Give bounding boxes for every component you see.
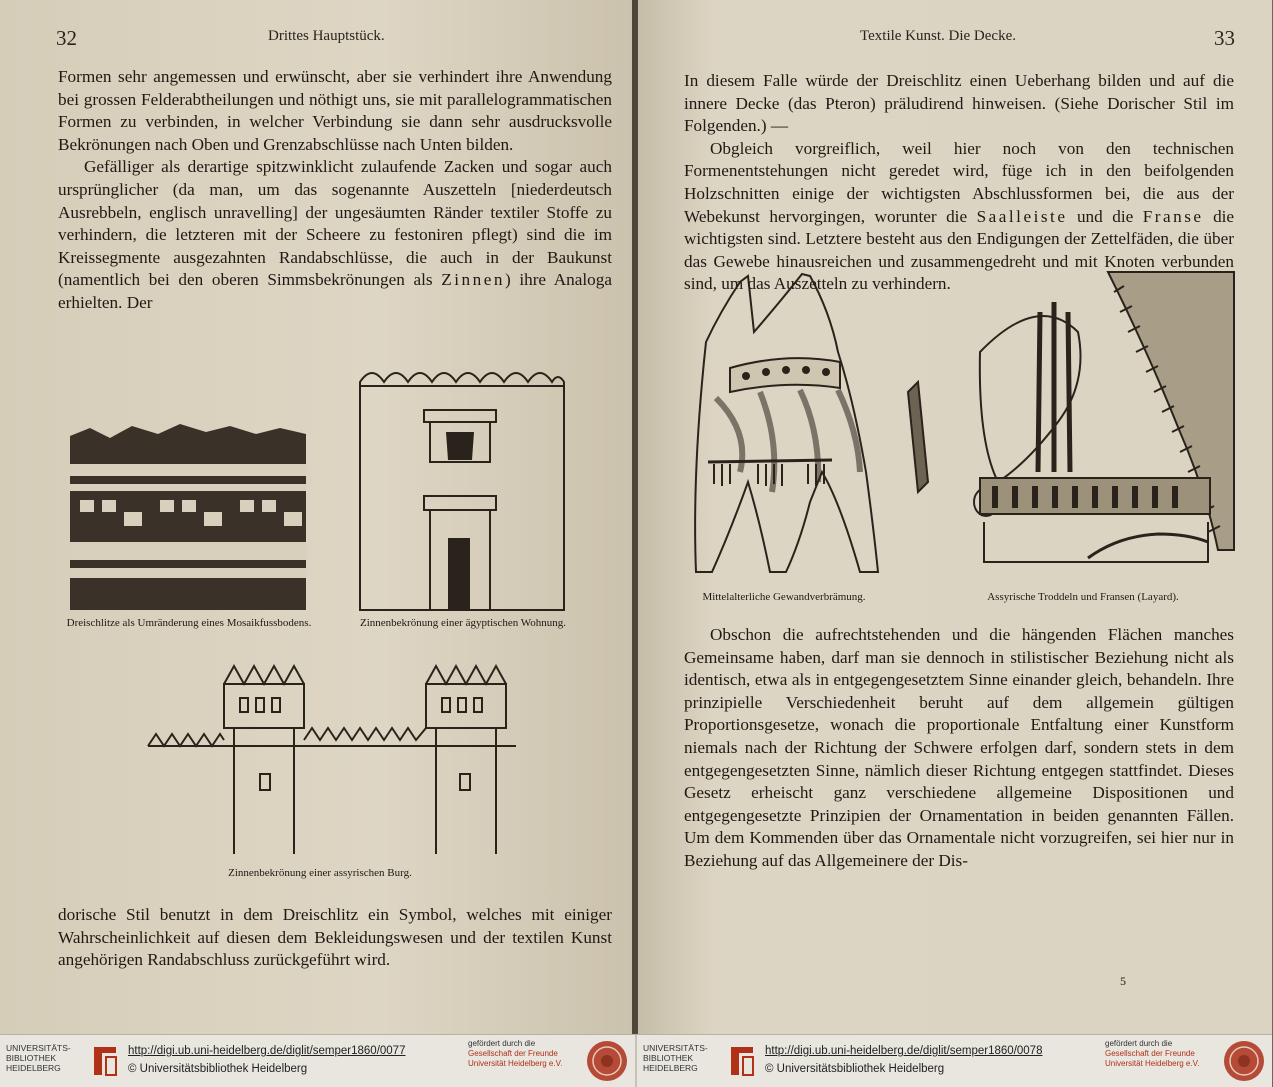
left-paragraph-2 xyxy=(58,156,612,314)
right-paragraph-3: Obschon die aufrechtstehenden und die hängenden Flächen manches Gemeinsame haben, darf man sie dennoch in stilistischer Beziehung nicht als identisch, etwa als in entgegengesetztem Sinne einander gleich, behandeln. Ihre prinzipielle Verschiedenheit beruht auf dem allgemein gültigen Proportionsgesetze, wonach die proportionale Entfaltung einer Kunstform niemals nach der Richtung der Schwere erfolgen darf, sondern stets in dem entgegengesetzten Sinne, nämlich dieser Richtung entgegen stattfindet. Dieses Gesetz erheischt ganz verschiedene allgemeine Dispositionen und entgegengesetzte Prinzipien der Ornamentation in beiden genannten Fällen. Um dem Kommenden über das Ornamentale nicht vorzugreifen, sei hier nur in Beziehung auf das Allgemeinere der Dis- xyxy=(684,625,1234,870)
left-paragraph-2-a: Gefälliger als derartige spitzwinklicht zulaufende Zacken und sogar auch ursprünglicher (da man, um das sogenannte Auszetteln [niederdeutsch Ausrebbeln, englisch unravelling] der ungesäumten Ränder textiler Stoffe zu verhindern, die letzteren mit der Scheere zu festoniren pflegt) sind die im Kreissegmente ausgezahnten Randabschlüsse, die auch in der Baukunst (namentlich bei den oberen Simmsbekrönungen als xyxy=(58,157,612,290)
left-paragraph-3: dorische Stil benutzt in dem Dreischlitz ein Symbol, welches mit einiger Wahrscheinlichkeit auf diesen dem Bekleidungswesen und der textilen Kunst angehörigen Randabschluss zurückgeführt wird. xyxy=(58,905,612,970)
mosaic-border-figure xyxy=(70,420,306,610)
sponsor-intro: gefördert durch die xyxy=(468,1039,536,1048)
sponsor-text xyxy=(1105,1039,1215,1069)
sponsor-intro: gefördert durch die xyxy=(1105,1039,1173,1048)
egyptian-crenellation-figure xyxy=(360,362,564,610)
medieval-garment-figure xyxy=(690,272,880,584)
sponsor-name: Gesellschaft der Freunde Universität Heidelberg e.V. xyxy=(1105,1049,1200,1068)
page-url-link[interactable]: http://digi.ub.uni-heidelberg.de/diglit/semper1860/0077 xyxy=(128,1045,406,1057)
right-text-bottom xyxy=(684,624,1234,873)
footer-left xyxy=(0,1035,636,1087)
sponsor-name: Gesellschaft der Freunde Universität Heidelberg e.V. xyxy=(468,1049,563,1068)
library-logo-icon xyxy=(727,1043,757,1079)
spaced-word-franse: Franse xyxy=(1142,206,1204,226)
assyrian-castle-figure xyxy=(148,664,516,860)
library-logo-icon xyxy=(90,1043,120,1079)
footer-right xyxy=(637,1035,1273,1087)
digitization-footer xyxy=(0,1034,1272,1087)
left-page xyxy=(0,0,634,1034)
right-paragraph-1: In diesem Falle würde der Dreischlitz einen Ueberhang bilden und auf die innere Decke (das Pteron) präludirend hinweisen. (Siehe Dorischer Stil im Folgenden.) — xyxy=(684,71,1234,136)
left-paragraph-2-b: ) ihre Analoga erhielten. Der xyxy=(58,270,612,312)
right-page-number: 33 xyxy=(1214,26,1235,50)
left-text-top xyxy=(58,66,612,315)
caption-egyptian: Zinnenbekrönung einer ägyptischen Wohnung. xyxy=(359,617,567,629)
right-running-head: Textile Kunst. Die Decke. xyxy=(860,28,1016,44)
right-paragraph-2-a: Obgleich vorgreiflich, weil hier noch von den technischen Formenentstehungen nicht geredet wird, füge ich in den beifolgenden Holzschnitten einige der wichtigsten Abschlussformen bei, die aus der Webekunst hervorgingen, worunter die xyxy=(684,138,1234,226)
signature-mark: 5 xyxy=(1120,974,1126,988)
spaced-word-zinnen: Zinnen xyxy=(441,270,505,290)
left-running-head: Drittes Hauptstück. xyxy=(268,28,385,44)
left-page-number: 32 xyxy=(56,26,77,50)
sponsor-seal-icon xyxy=(1223,1040,1265,1082)
caption-assyrian-tassels: Assyrische Troddeln und Fransen (Layard). xyxy=(987,591,1179,603)
right-paragraph-2-mid: und die xyxy=(1076,206,1134,226)
right-page xyxy=(638,0,1272,1034)
right-paragraph-2-b: die wichtigsten sind. Letztere besteht aus den Endigungen der Zettelfäden, die über das Gewebe hinausreichen und zusammengedreht und mit Knoten verbunden sind, um das Auszetteln zu verhindern. xyxy=(684,206,1235,294)
library-logo-text: UNIVERSITÄTS- BIBLIOTHEK HEIDELBERG xyxy=(6,1043,71,1073)
caption-assyrian-castle: Zinnenbekrönung einer assyrischen Burg. xyxy=(228,867,412,879)
sponsor-text xyxy=(468,1039,578,1069)
library-logo-text: UNIVERSITÄTS- BIBLIOTHEK HEIDELBERG xyxy=(643,1043,708,1073)
sponsor-seal-icon xyxy=(586,1040,628,1082)
caption-medieval: Mittelalterliche Gewandverbrämung. xyxy=(702,591,866,603)
caption-mosaic: Dreischlitze als Umränderung eines Mosaikfussbodens. xyxy=(66,617,312,629)
assyrian-tassels-figure xyxy=(888,272,1236,584)
right-text-top xyxy=(684,70,1235,294)
left-text-bottom xyxy=(58,904,612,972)
copyright-text: © Universitätsbibliothek Heidelberg xyxy=(128,1063,308,1075)
left-paragraph-1: Formen sehr angemessen und erwünscht, aber sie verhindert ihre Anwendung bei grossen Felderabtheilungen und nöthigt uns, sie mit parallelogrammatischen Formen zu verbinden, in welcher Verbindung sie dann sehr ausdrucksvolle Bekrönungen nach Oben und Grenzabschlüsse nach Unten bilden. xyxy=(58,67,612,154)
copyright-text: © Universitätsbibliothek Heidelberg xyxy=(765,1063,945,1075)
spaced-word-saalleiste: Saalleiste xyxy=(976,206,1068,226)
page-url-link[interactable]: http://digi.ub.uni-heidelberg.de/diglit/semper1860/0078 xyxy=(765,1045,1043,1057)
